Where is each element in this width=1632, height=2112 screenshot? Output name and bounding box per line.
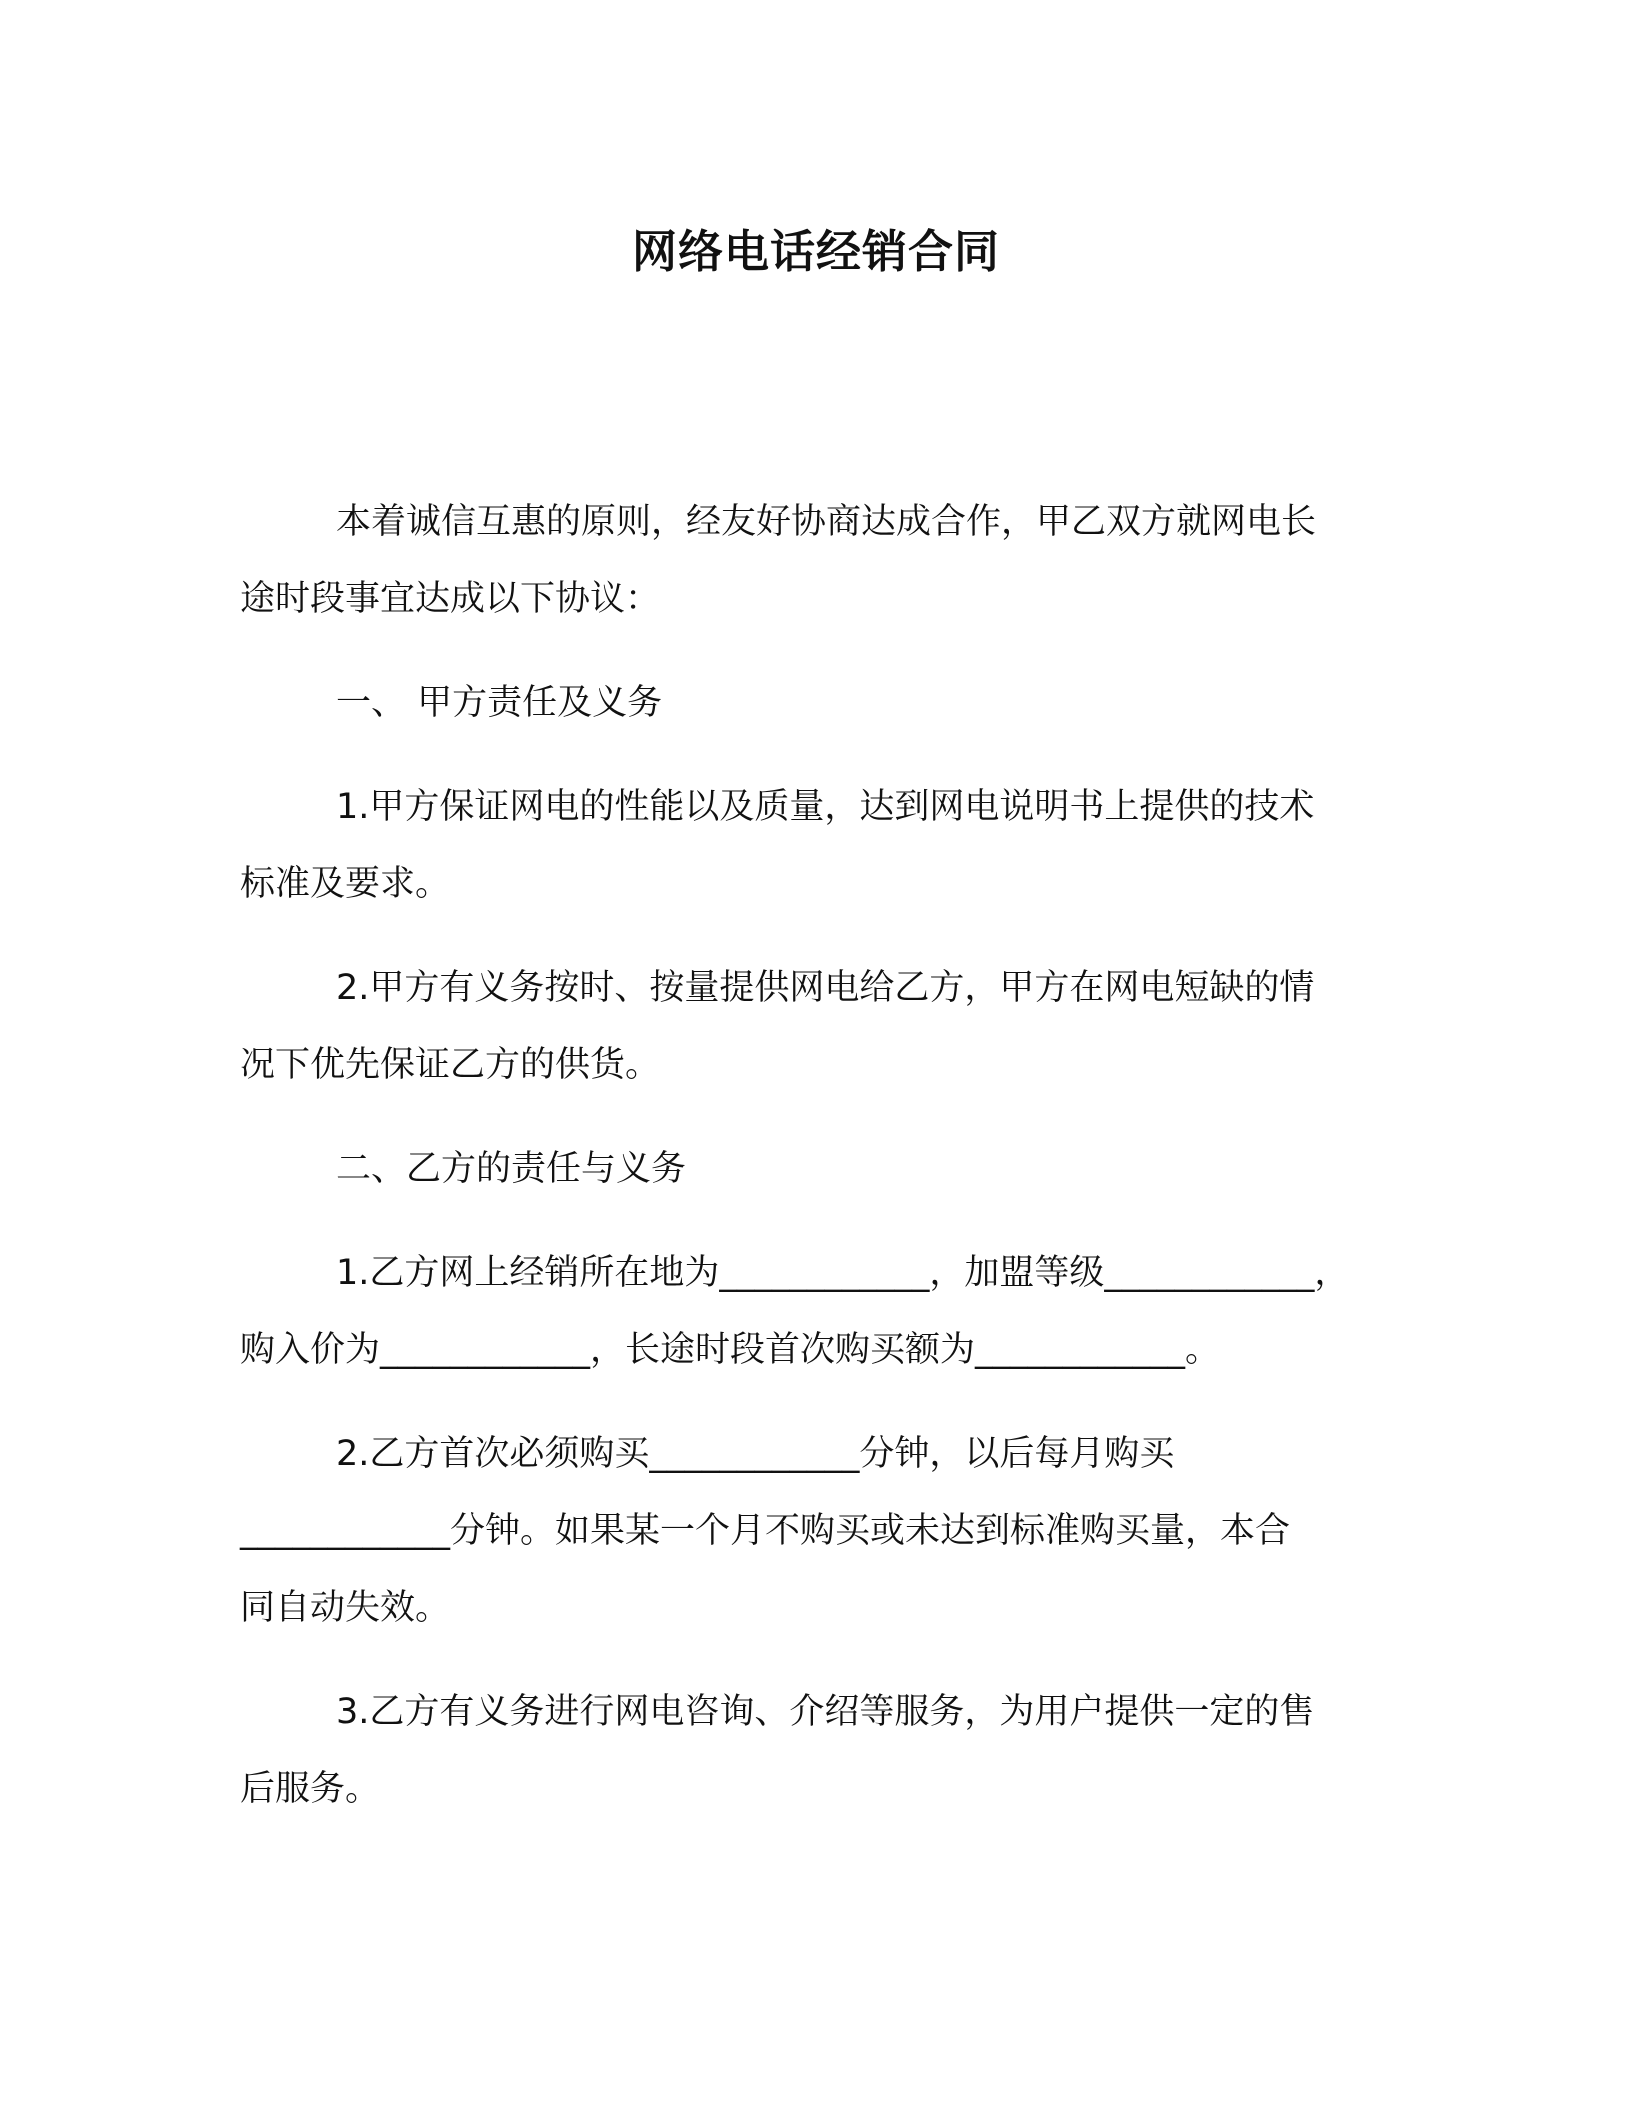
section-2-item-2-line-2: ____________分钟。如果某一个月不购买或未达到标准购买量，本合 — [240, 1511, 1291, 1551]
section-1-item-2 — [240, 950, 1420, 1104]
section-2-item-1 — [240, 1235, 1420, 1389]
section-1-item-2-line-2: 况下优先保证乙方的供货。 — [240, 1045, 661, 1085]
section-2-item-2-line-3: 同自动失效。 — [240, 1588, 451, 1628]
intro-line-2: 途时段事宜达成以下协议： — [240, 579, 661, 619]
section-1-item-2-line-1: 2.甲方有义务按时、按量提供网电给乙方，甲方在网电短缺的情 — [336, 968, 1315, 1008]
intro-line-1: 本着诚信互惠的原则，经友好协商达成合作，甲乙双方就网电长 — [336, 502, 1317, 542]
section-2-heading: 二、乙方的责任与义务 — [336, 1149, 687, 1189]
document-body — [240, 484, 1420, 1855]
section-2-item-3-line-2: 后服务。 — [240, 1769, 381, 1809]
section-2-item-3-line-1: 3.乙方有义务进行网电咨询、介绍等服务，为用户提供一定的售 — [336, 1692, 1315, 1732]
section-2-item-1-line-1: 1.乙方网上经销所在地为____________，加盟等级____________， — [336, 1253, 1350, 1293]
section-1-item-1-line-2: 标准及要求。 — [240, 864, 451, 904]
section-1-heading: 一、 甲方责任及义务 — [336, 683, 663, 723]
section-2-item-2-line-1: 2.乙方首次必须购买____________分钟，以后每月购买 — [336, 1434, 1175, 1474]
document-title: 网络电话经销合同 — [631, 225, 1000, 278]
intro-paragraph — [240, 484, 1420, 638]
section-2-item-3 — [240, 1674, 1420, 1828]
section-1-item-1 — [240, 769, 1420, 923]
section-2-item-2 — [240, 1416, 1420, 1647]
section-2-item-1-line-2: 购入价为____________，长途时段首次购买额为____________。 — [240, 1330, 1221, 1370]
section-1-item-1-line-1: 1.甲方保证网电的性能以及质量，达到网电说明书上提供的技术 — [336, 787, 1315, 827]
